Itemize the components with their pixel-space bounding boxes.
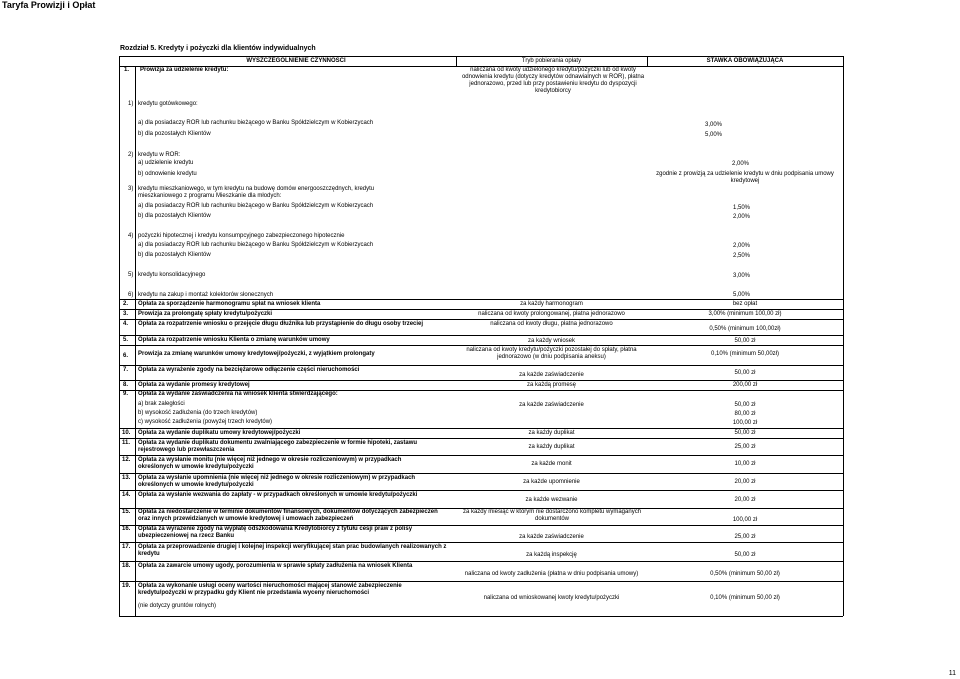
section-title: Rozdział 5. Kredyty i pożyczki dla klientów indywidualnych xyxy=(120,45,316,52)
sub-rate: 5,00% xyxy=(733,292,751,298)
row-number: 13. xyxy=(122,475,131,481)
row-label: Opłata za wysłanie upomnienia (nie więcej niż jednego w okresie rozliczeniowym) w przypadkach określonych w umowie kredytu/pożyczki xyxy=(138,475,416,488)
row-rate: bez opłat xyxy=(732,301,758,307)
row-mode: naliczana od wnioskowanej kwoty kredytu/pożyczki xyxy=(483,595,620,601)
row-number: 14. xyxy=(122,492,131,498)
sub-item: b) odnowienie kredytu xyxy=(138,171,197,177)
sub-rate: 2,00% xyxy=(733,214,751,220)
sub-rate: 80,00 zł xyxy=(734,411,756,417)
row-number: 18. xyxy=(122,563,131,569)
row-mode: naliczana od kwoty udzielonego kredytu/pożyczki lub od kwoty odnowienia kredytu (dotyczy kredytów odnawialnych w ROR), płatna jednorazowo, przed lub przy postawieniu kredytu do dyspozycji kredytobiorcy xyxy=(461,67,645,94)
row-number: 11. xyxy=(122,440,131,446)
row-mode: za każde zaświadczenie xyxy=(519,372,584,378)
row-number: 1. xyxy=(124,67,130,73)
row-mode: za każde upomnienie xyxy=(523,479,580,485)
row-label: Opłata za sporządzenie harmonogramu spłat na wniosek klienta xyxy=(138,301,321,307)
row-label: Opłata za wysłanie wezwania do zapłaty - w przypadkach określonych w umowie kredytu/pożyczki xyxy=(138,492,418,498)
sub-item: b) dla pozostałych Klientów xyxy=(138,252,211,258)
sub-item: b) wysokość zadłużenia (do trzech kredytów) xyxy=(138,410,258,416)
sub-label: kredytu gotówkowego: xyxy=(138,101,198,107)
row-mode: za każdą promesę xyxy=(526,382,577,388)
sub-label: kredytu konsolidacyjnego xyxy=(138,272,206,278)
row-rate: 25,00 zł xyxy=(734,444,756,450)
row-label: Prowizja za udzielenie kredytu: xyxy=(140,67,229,73)
sub-number: 5) xyxy=(128,272,134,278)
sub-label: kredytu mieszkaniowego, w tym kredytu na budowę domów energooszczędnych, kredytu mieszkaniowego z programu Mieszkanie dla młodych: xyxy=(138,186,375,199)
row-label: Opłata za przeprowadzenie drugiej i kolejnej inspekcji weryfikującej stan prac budowlanych realizowanych z kredytu xyxy=(138,544,447,557)
sub-number: 2) xyxy=(128,152,134,158)
sub-number: 6) xyxy=(128,292,134,298)
row-mode: za każdy harmonogram xyxy=(520,301,583,307)
row-label: Opłata za wykonanie usługi oceny wartości nieruchomości mającej stanowić zabezpieczenie kredytu/pożyczki w przypadku gdy Klient nie przedstawia wyceny nieruchomości xyxy=(138,583,402,596)
sub-rate: 5,00% xyxy=(705,132,723,138)
row-mode: naliczana od kwoty prolongowanej, płatna jednorazowo xyxy=(478,311,625,317)
row-rate: 20,00 zł xyxy=(734,479,756,485)
sub-item: a) dla posiadaczy ROR lub rachunku bieżącego w Banku Spółdzielczym w Kobierzycach xyxy=(138,242,374,248)
sub-label: kredytu w ROR: xyxy=(138,152,181,158)
sub-rate: 1,50% xyxy=(733,205,751,211)
row-mode: za każdy wniosek xyxy=(527,338,576,344)
row-number: 6. xyxy=(123,353,129,359)
row-rate: 10,00 zł xyxy=(734,461,756,467)
header-col-rate: STAWKA OBOWIĄZUJĄCA xyxy=(706,58,784,64)
page-number: 11 xyxy=(948,670,956,677)
sub-item: a) dla posiadaczy ROR lub rachunku bieżącego w Banku Spółdzielczym w Kobierzycach xyxy=(138,203,374,209)
row-mode: za każde monit xyxy=(531,461,572,467)
row-rate: 100,00 zł xyxy=(732,517,758,523)
row-number: 7. xyxy=(123,367,129,373)
row-number: 2. xyxy=(123,301,129,307)
row-rate: 50,00 zł xyxy=(734,338,756,344)
row-number: 12. xyxy=(122,457,131,463)
row-number: 5. xyxy=(123,337,129,343)
sub-item: b) dla pozostałych Klientów xyxy=(138,131,211,137)
sub-item: a) dla posiadaczy ROR lub rachunku bieżącego w Banku Spółdzielczym w Kobierzycach xyxy=(138,120,374,126)
row-label: Opłata za wyrażenie zgody na bezciężarowe odłączenie części nieruchomości xyxy=(138,367,360,373)
header-col-description: WYSZCZEGÓLNIENIE CZYNNOŚCI xyxy=(246,58,346,64)
sub-number: 1) xyxy=(128,101,134,107)
sub-rate: 50,00 zł xyxy=(734,402,756,408)
sub-rate: 2,50% xyxy=(733,253,751,259)
row-rate: 50,00 zł xyxy=(734,370,756,376)
sub-rate: 2,00% xyxy=(732,161,750,167)
row-rate: 200,00 zł xyxy=(732,382,758,388)
sub-number: 3) xyxy=(128,186,134,192)
row-mode: za każde zaświadczenie xyxy=(519,534,584,540)
sub-rate: zgodnie z prowizją za udzielenie kredytu w dniu podpisania umowy kredytowej xyxy=(656,171,834,184)
row-label: Prowizja za zmianę warunków umowy kredytowej/pożyczki, z wyjątkiem prolongaty xyxy=(138,351,375,357)
row-mode: za każdy duplikat xyxy=(528,430,575,436)
sub-rate: 100,00 zł xyxy=(732,420,758,426)
row-label: Opłata za rozpatrzenie wniosku Klienta o zmianę warunków umowy xyxy=(138,337,330,343)
sub-rate: 3,00% xyxy=(705,122,723,128)
row-mode: za każdy duplikat xyxy=(528,444,575,450)
row-rate: 3,00% (minimum 100,00 zł) xyxy=(708,311,782,317)
header-col-mode: Tryb pobierania opłaty xyxy=(521,58,582,64)
row-rate: 0,10% (minimum 50,00 zł) xyxy=(710,595,780,601)
sub-label: kredytu na zakup i montaż kolektorów słonecznych xyxy=(138,292,274,298)
row-rate: 50,00 zł xyxy=(734,552,756,558)
row-label: Opłata za rozpatrzenie wniosku o przejęcie długu dłużnika lub przystąpienie do długu osoby trzeciej xyxy=(138,321,424,327)
row-mode: za każdą inspekcję xyxy=(526,552,577,558)
row-number: 16. xyxy=(122,526,131,532)
row-label: Opłata za wydanie promesy kredytowej xyxy=(138,382,250,388)
page-title: Taryfa Prowizji i Opłat xyxy=(2,0,96,10)
row-label: Opłata za niedostarczenie w terminie dokumentów finansowych, dokumentów dotyczących zabezpieczeń oraz innych przewidzianych w umowie kredytowej i umowach zabezpieczeń xyxy=(138,509,438,522)
row-rate: 0,10% (minimum 50,00zł) xyxy=(710,351,780,357)
row-label: Opłata za wydanie duplikatu dokumentu zwalniającego zabezpieczenie w formie hipoteki, zastawu rejestrowego lub przewłaszczenia xyxy=(138,440,418,453)
row-label: Opłata za wydanie zaświadczenia na wniosek klienta stwierdzającego: xyxy=(138,391,338,397)
row-label: Opłata za wydanie duplikatu umowy kredytowej/pożyczki xyxy=(138,430,301,436)
sub-number: 4) xyxy=(128,233,134,239)
sub-item: c) wysokość zadłużenia (powyżej trzech kredytów) xyxy=(138,419,273,425)
row-mode: naliczana od kwoty kredytu/pożyczki pozostałej do spłaty, płatna jednorazowo (w dniu podpisania aneksu) xyxy=(466,347,637,360)
row-mode: za każde wezwanie xyxy=(525,497,578,503)
row-rate: 20,00 zł xyxy=(734,497,756,503)
row-rate: 0,50% (minimum 50,00 zł) xyxy=(710,571,780,577)
row-rate: 0,50% (minimum 100,00zł) xyxy=(709,326,781,332)
row-rate: 50,00 zł xyxy=(734,430,756,436)
row-number: 8. xyxy=(123,382,129,388)
sub-item: a) brak zaległości xyxy=(138,401,185,407)
row-mode: za każde zaświadczenie xyxy=(519,402,584,408)
row-mode: naliczana od kwoty zadłużenia (płatna w dniu podpisania umowy) xyxy=(464,571,639,577)
sub-rate: 3,00% xyxy=(733,273,751,279)
row-number: 3. xyxy=(123,311,129,317)
row-mode: naliczana od kwoty długu, płatna jednorazowo xyxy=(490,321,613,327)
sub-item: a) udzielenie kredytu xyxy=(138,160,194,166)
row-number: 10. xyxy=(122,430,131,436)
row-number: 17. xyxy=(122,544,131,550)
row-number: 4. xyxy=(123,321,129,327)
row-label: Prowizja za prolongatę spłaty kredytu/pożyczki xyxy=(138,311,273,317)
row-number: 19. xyxy=(122,583,131,589)
row-label: Opłata za wysłanie monitu (nie więcej niż jednego w okresie rozliczeniowym) w przypadkach określonych w umowie kredytu/pożyczki xyxy=(138,457,402,470)
row-label: Opłata za zawarcie umowy ugody, porozumienia w sprawie spłaty zadłużenia na wniosek Klienta xyxy=(138,563,413,569)
sub-item: b) dla pozostałych Klientów xyxy=(138,213,211,219)
row-note: (nie dotyczy gruntów rolnych) xyxy=(138,603,217,609)
row-rate: 25,00 zł xyxy=(734,534,756,540)
row-mode: za każdy miesiąc w którym nie dostarczono kompletu wymaganych dokumentów xyxy=(462,509,642,522)
sub-rate: 2,00% xyxy=(733,243,751,249)
sub-label: pożyczki hipotecznej i kredytu konsumpcyjnego zabezpieczonego hipotecznie xyxy=(138,233,345,239)
row-number: 9. xyxy=(123,391,129,397)
row-number: 15. xyxy=(122,509,131,515)
row-label: Opłata za wyrażenie zgody na wypłatę odszkodowania Kredytobiorcy z tytułu cesji praw z polisy ubezpieczeniowej na rzecz Banku xyxy=(138,526,413,539)
